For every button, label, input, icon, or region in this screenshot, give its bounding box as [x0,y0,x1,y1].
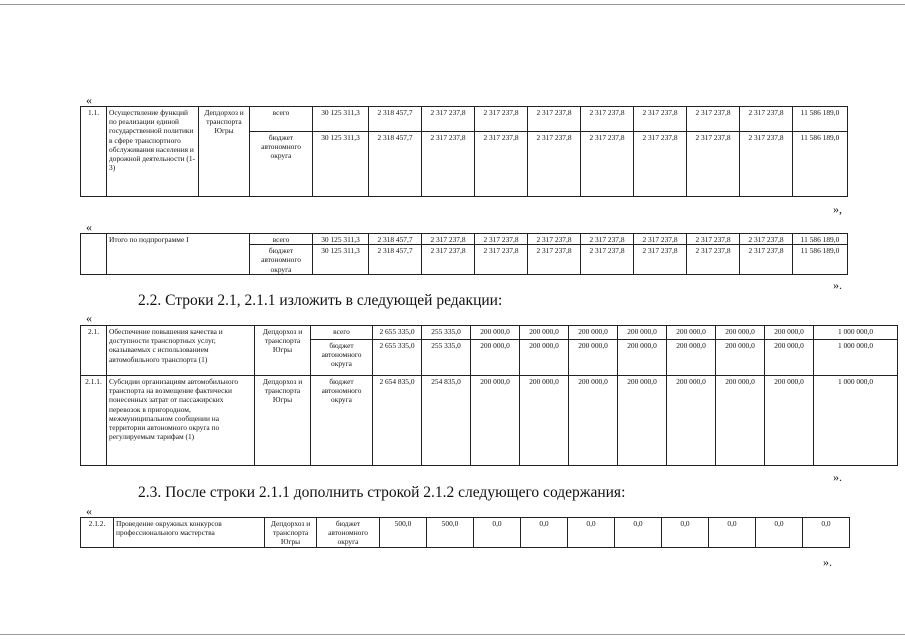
value-cell: 2 317 237,8 [581,107,634,132]
table-subprogram-total [80,233,848,275]
value-cell: 200 000,0 [569,326,618,340]
value-cell: 1 000 000,0 [814,339,898,375]
value-cell: 200 000,0 [765,376,814,466]
value-cell: 2 317 237,8 [634,107,687,132]
value-cell: 2 317 237,8 [528,245,581,275]
measure-name: Осуществление функций по реализации единой государственной политики в сфере транспортного обслуживания населения и дорожной деятельности (1-3) [107,107,199,197]
table-row [81,107,848,132]
measure-name: Проведение окружных конкурсов профессионального мастерства [114,518,265,548]
value-cell: 0,0 [568,518,615,548]
responsible-executor: Депдорхоз и транспорта Югры [255,376,311,466]
value-cell: 2 317 237,8 [422,234,475,245]
value-cell: 2 317 237,8 [422,131,475,196]
value-cell: 2 317 237,8 [475,131,528,196]
value-cell: 0,0 [803,518,850,548]
value-cell: 11 586 189,0 [793,234,848,245]
table-1-1 [80,106,848,197]
value-cell: 30 125 311,3 [313,107,369,132]
funding-source: бюджет автономного округа [311,339,373,375]
value-cell: 254 835,0 [422,376,471,466]
value-cell: 200 000,0 [667,326,716,340]
value-cell: 11 586 189,0 [793,131,848,196]
quote-close: ». [833,470,842,484]
row-number: 1.1. [81,107,107,197]
value-cell: 2 317 237,8 [475,234,528,245]
value-cell: 200 000,0 [520,376,569,466]
measure-name: Субсидии организациям автомобильного транспорта на возмещение фактически понесенных затрат от пассажирских перевозок в пригородном, межмуниципальном сообщении на территории автономного округа по регулируемым тарифам (1) [107,376,255,466]
responsible-executor: Депдорхоз и транспорта Югры [265,518,317,548]
value-cell: 2 317 237,8 [740,245,793,275]
quote-open: « [86,311,92,325]
section-heading: 2.2. Строки 2.1, 2.1.1 изложить в следующей редакции: [138,292,503,309]
value-cell: 1 000 000,0 [814,376,898,466]
row-number: 2.1. [81,326,107,376]
row-number: 2.1.2. [81,518,114,548]
value-cell: 2 317 237,8 [740,131,793,196]
value-cell: 0,0 [662,518,709,548]
value-cell: 255 335,0 [422,339,471,375]
table-row [81,518,850,548]
table-row [81,326,898,340]
value-cell: 2 654 835,0 [373,376,422,466]
value-cell: 2 317 237,8 [475,107,528,132]
quote-open: « [86,504,92,518]
quote-open: « [86,93,92,107]
value-cell: 200 000,0 [618,326,667,340]
funding-source: бюджет автономного округа [250,245,313,275]
value-cell: 2 317 237,8 [687,131,740,196]
value-cell: 30 125 311,3 [313,131,369,196]
value-cell: 30 125 311,3 [313,245,369,275]
value-cell: 2 655 335,0 [373,339,422,375]
value-cell: 2 317 237,8 [687,245,740,275]
value-cell: 200 000,0 [569,376,618,466]
value-cell: 2 317 237,8 [740,234,793,245]
value-cell: 11 586 189,0 [793,245,848,275]
value-cell: 200 000,0 [471,326,520,340]
value-cell: 2 318 457,7 [369,107,422,132]
value-cell: 2 317 237,8 [687,107,740,132]
value-cell: 2 317 237,8 [740,107,793,132]
responsible-executor: Депдорхоз и транспорта Югры [255,326,311,376]
value-cell: 2 317 237,8 [634,245,687,275]
table-row [81,376,898,466]
value-cell: 2 318 457,7 [369,245,422,275]
quote-open: « [86,220,92,234]
table-2-1 [80,325,898,466]
value-cell: 200 000,0 [520,339,569,375]
funding-source: всего [311,326,373,340]
value-cell: 200 000,0 [520,326,569,340]
value-cell: 200 000,0 [618,376,667,466]
table-row [81,234,848,245]
value-cell: 30 125 311,3 [313,234,369,245]
value-cell: 200 000,0 [765,326,814,340]
value-cell: 255 335,0 [422,326,471,340]
value-cell: 500,0 [427,518,474,548]
row-number: 2.1.1. [81,376,107,466]
measure-name: Обеспечение повышения качества и доступности транспортных услуг, оказываемых с использованием автомобильного транспорта (1) [107,326,255,376]
value-cell: 1 000 000,0 [814,326,898,340]
value-cell: 2 317 237,8 [528,131,581,196]
funding-source: всего [250,234,313,245]
value-cell: 200 000,0 [716,326,765,340]
value-cell: 200 000,0 [569,339,618,375]
value-cell: 200 000,0 [716,376,765,466]
value-cell: 2 317 237,8 [528,107,581,132]
row-number [81,234,107,275]
responsible-executor: Депдорхоз и транспорта Югры [199,107,250,197]
value-cell: 2 317 237,8 [634,234,687,245]
value-cell: 200 000,0 [667,339,716,375]
value-cell: 2 317 237,8 [475,245,528,275]
value-cell: 0,0 [474,518,521,548]
scan-edge-top [0,4,905,5]
value-cell: 200 000,0 [765,339,814,375]
value-cell: 2 317 237,8 [687,234,740,245]
value-cell: 0,0 [615,518,662,548]
value-cell: 2 317 237,8 [528,234,581,245]
quote-close: ». [833,278,842,292]
funding-source: бюджет автономного округа [317,518,380,548]
value-cell: 200 000,0 [471,376,520,466]
section-heading: 2.3. После строки 2.1.1 дополнить строкой 2.1.2 следующего содержания: [138,484,626,501]
value-cell: 2 655 335,0 [373,326,422,340]
quote-close: », [833,202,842,216]
value-cell: 2 318 457,7 [369,234,422,245]
quote-close: ». [823,555,832,569]
value-cell: 200 000,0 [618,339,667,375]
measure-name: Итого по подпрограмме I [107,234,250,275]
value-cell: 0,0 [756,518,803,548]
value-cell: 200 000,0 [716,339,765,375]
funding-source: бюджет автономного округа [311,376,373,466]
value-cell: 2 317 237,8 [581,131,634,196]
value-cell: 2 317 237,8 [581,234,634,245]
funding-source: всего [250,107,313,132]
value-cell: 500,0 [380,518,427,548]
value-cell: 2 317 237,8 [634,131,687,196]
value-cell: 11 586 189,0 [793,107,848,132]
value-cell: 200 000,0 [471,339,520,375]
value-cell: 2 318 457,7 [369,131,422,196]
value-cell: 200 000,0 [667,376,716,466]
funding-source: бюджет автономного округа [250,131,313,196]
table-2-1-2 [80,517,850,548]
value-cell: 0,0 [709,518,756,548]
scan-edge-bottom [0,634,905,635]
value-cell: 2 317 237,8 [581,245,634,275]
value-cell: 2 317 237,8 [422,245,475,275]
value-cell: 0,0 [521,518,568,548]
value-cell: 2 317 237,8 [422,107,475,132]
